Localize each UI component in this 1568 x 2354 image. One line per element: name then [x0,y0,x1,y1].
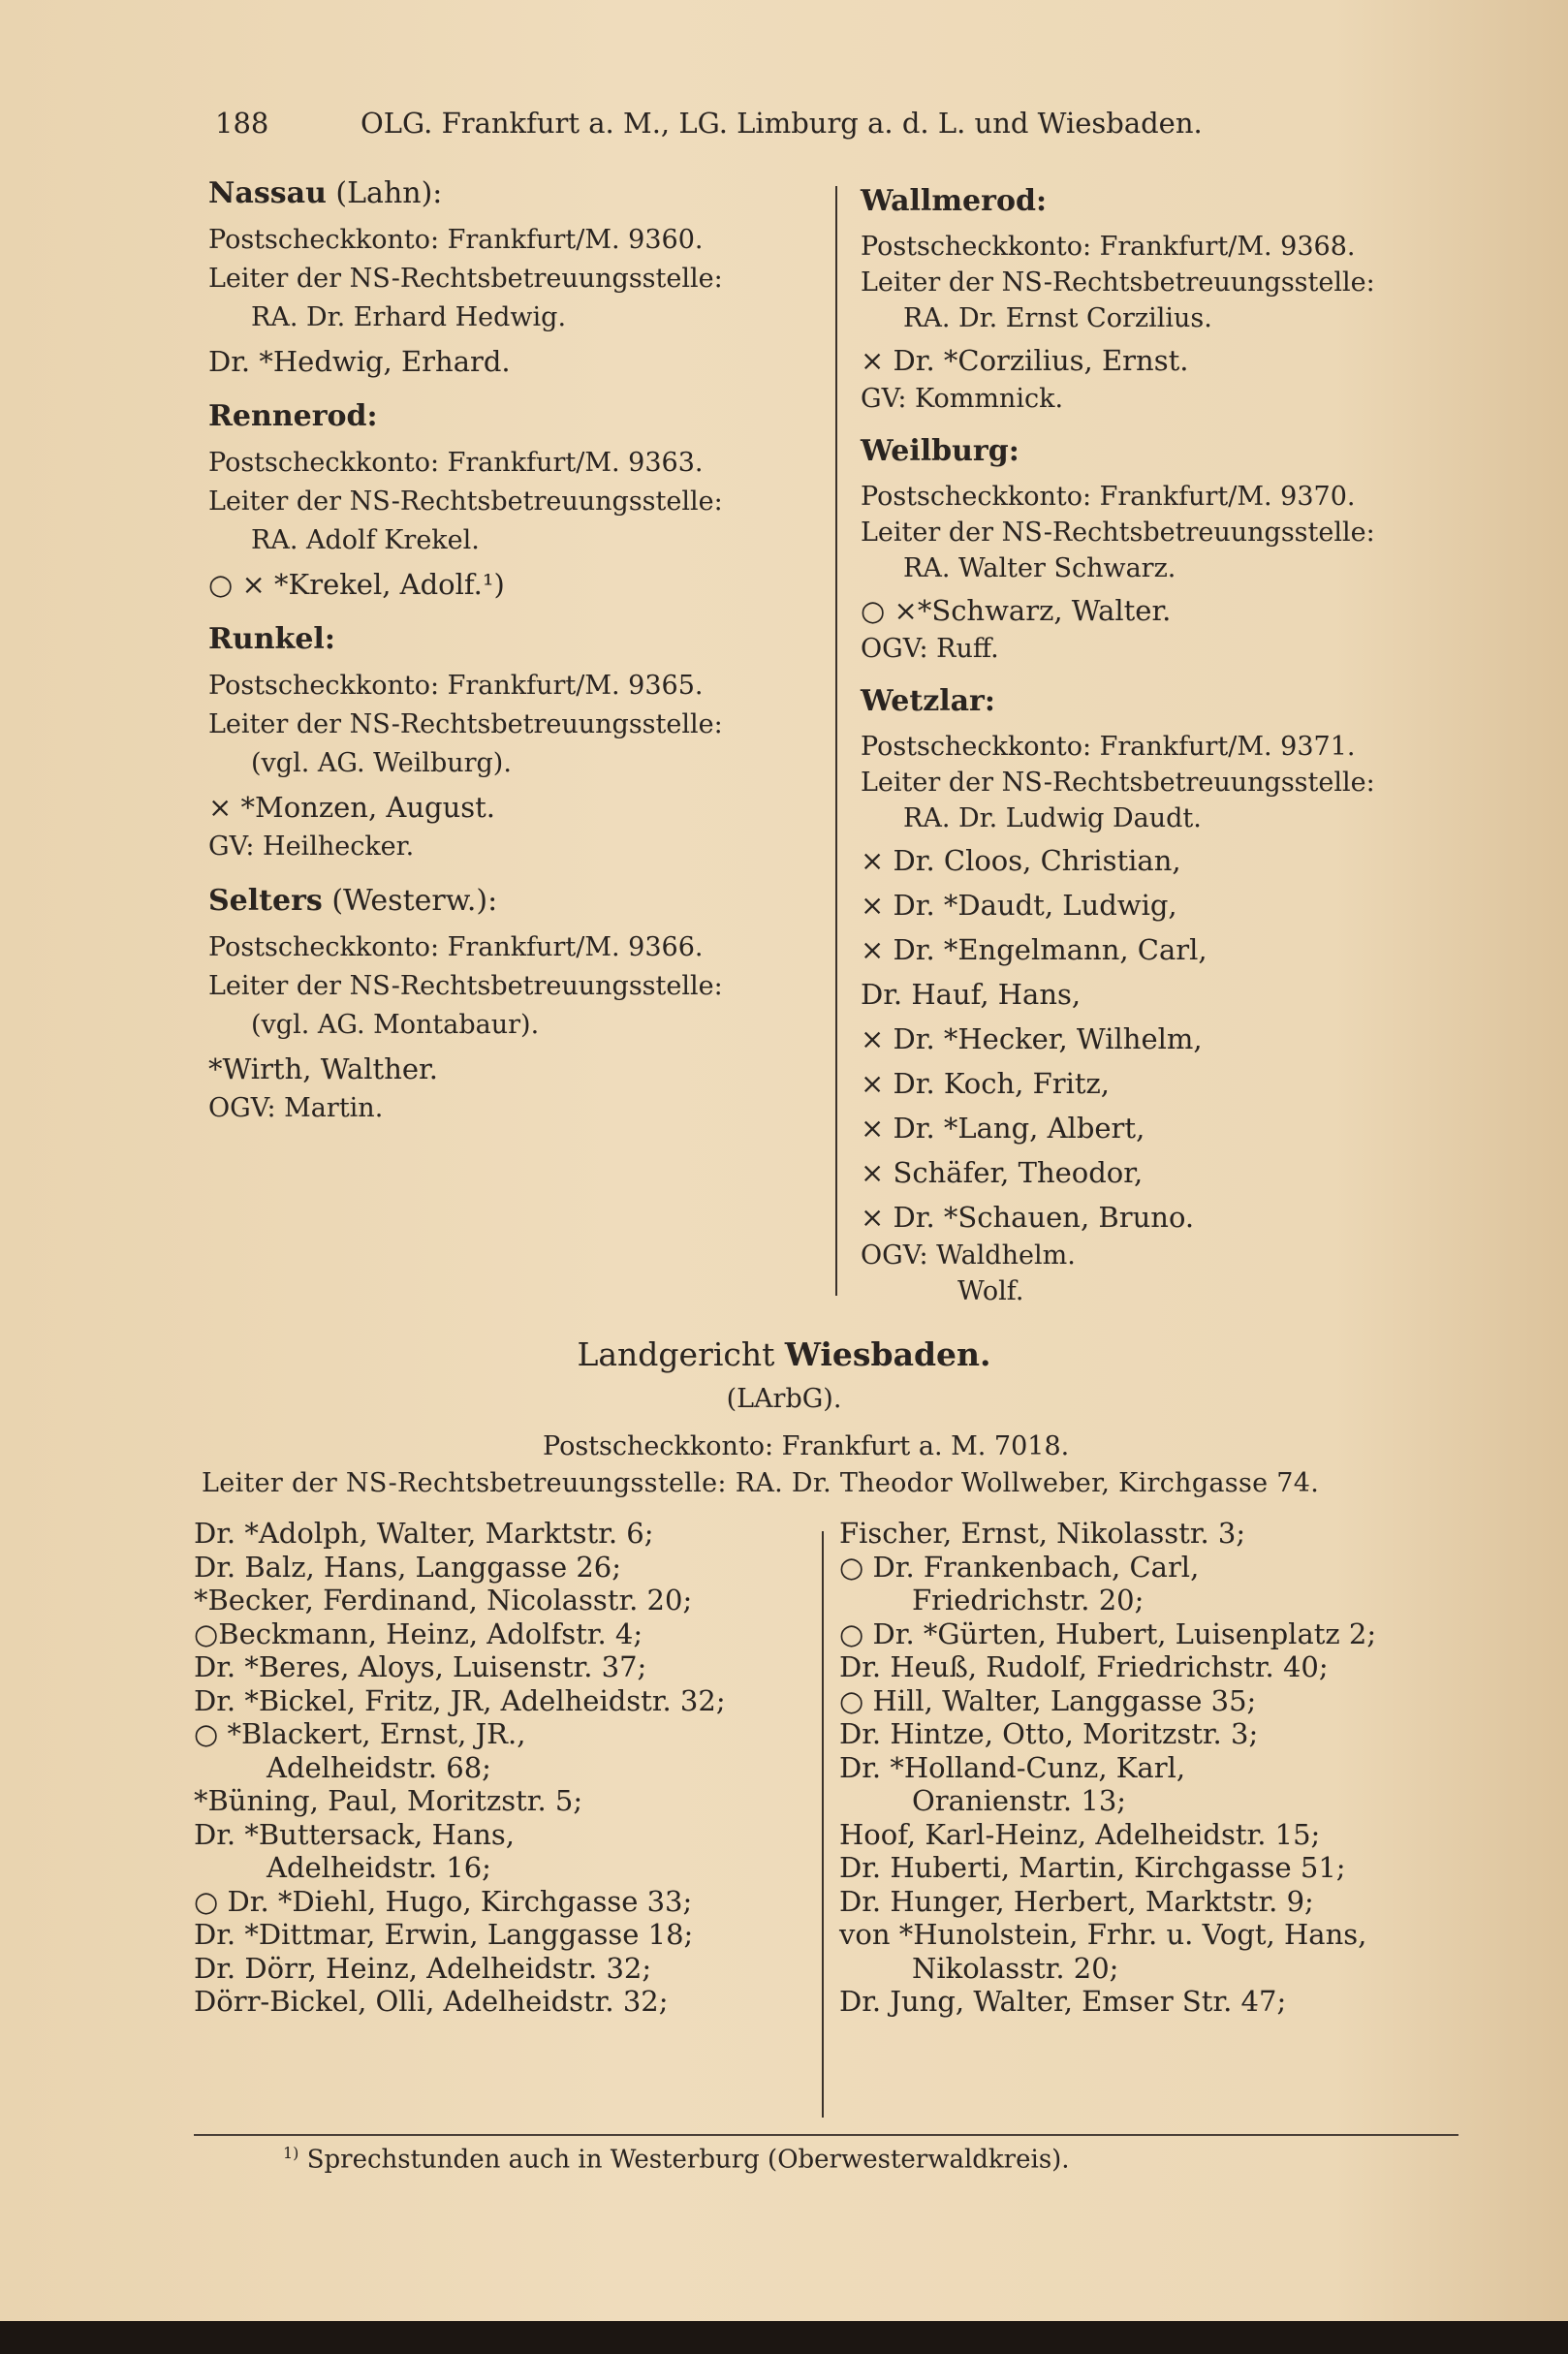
info-line: (vgl. AG. Weilburg). [251,748,512,778]
lawyer-entry: Dr. *Beres, Aloys, Luisenstr. 37; [194,1650,647,1683]
court-section [208,618,819,866]
footnote-rule [194,2134,1458,2136]
info-line: Postscheckkonto: Frankfurt/M. 9368. [861,232,1356,262]
heading-name: Wetzlar: [861,684,995,718]
running-header [215,107,1203,140]
column-divider [835,186,837,1296]
info-line: Postscheckkonto: Frankfurt/M. 9370. [861,482,1356,512]
heading-name: Nassau [208,176,327,210]
info-line: RA. Dr. Erhard Hedwig. [251,302,567,332]
lawyer-entry: × Dr. *Corzilius, Ernst. [861,344,1189,377]
lawyer-entry: Dr. Huberti, Martin, Kirchgasse 51; [839,1851,1346,1884]
postscheck-line: Postscheckkonto: Frankfurt a. M. 7018. [543,1431,1070,1461]
lawyer-entry: *Wirth, Walther. [208,1052,438,1085]
info-line: Leiter der NS-Rechtsbetreuungsstelle: [208,486,723,517]
bailiff-line: OGV: Martin. [208,1093,384,1123]
info-line: (vgl. AG. Montabaur). [251,1010,540,1040]
lawyer-entry: *Becker, Ferdinand, Nicolasstr. 20; [194,1584,693,1616]
heading-suffix: (Lahn): [326,176,443,210]
info-line: RA. Adolf Krekel. [251,525,480,555]
lawyer-entry: Dr. Dörr, Heinz, Adelheidstr. 32; [194,1951,652,1985]
lawyer-list-right [839,1517,1376,2019]
footnote-marker: 1) [283,2144,299,2162]
lawyer-entry: Dr. *Buttersack, Hans, [194,1817,515,1851]
court-heading [861,430,1490,473]
bailiff-line: GV: Kommnick. [861,384,1064,414]
heading-suffix: (Westerw.): [322,884,498,918]
lawyer-entry: Adelheidstr. 16; [267,1851,491,1884]
court-heading [208,880,819,923]
title-name: Wiesbaden. [784,1335,991,1373]
info-line: Leiter der NS-Rechtsbetreuungsstelle: [208,264,723,294]
heading-name: Selters [208,884,323,918]
court-section [861,680,1490,1309]
lawyer-entry: Dr. *Dittmar, Erwin, Langgasse 18; [194,1918,694,1951]
heading-name: Wallmerod: [861,184,1048,218]
lawyer-entry: Dr. *Adolph, Walter, Marktstr. 6; [194,1517,654,1550]
lawyer-entry: ○ × *Krekel, Adolf.¹) [208,568,505,601]
info-line: Leiter der NS-Rechtsbetreuungsstelle: [861,267,1375,298]
lawyer-entry: × Dr. *Lang, Albert, [861,1112,1145,1145]
list-divider [822,1531,824,2118]
lawyer-entry: × Dr. Cloos, Christian, [861,844,1181,877]
section-title [0,1335,1568,1373]
lawyer-entry: × Dr. *Hecker, Wilhelm, [861,1022,1203,1055]
heading-name: Runkel: [208,622,335,656]
lawyer-entry: Dr. *Hedwig, Erhard. [208,345,511,378]
info-line: Postscheckkonto: Frankfurt/M. 9360. [208,225,704,255]
lawyer-entry: *Büning, Paul, Moritzstr. 5; [194,1784,583,1817]
lawyer-entry: ○ *Blackert, Ernst, JR., [194,1717,526,1750]
left-column [208,173,819,1142]
court-section [861,430,1490,667]
info-line: Leiter der NS-Rechtsbetreuungsstelle: [861,518,1375,548]
info-line: Leiter der NS-Rechtsbetreuungsstelle: [208,971,723,1001]
running-title: OLG. Frankfurt a. M., LG. Limburg a. d. L. und Wiesbaden. [361,107,1203,140]
heading-name: Rennerod: [208,399,378,433]
lawyer-entry: Dr. Balz, Hans, Langgasse 26; [194,1550,621,1584]
footnote [283,2144,1070,2175]
court-heading [208,173,819,215]
lawyer-entry: × Dr. *Engelmann, Carl, [861,933,1207,966]
bailiff-line: Wolf. [957,1276,1024,1306]
section-subtitle: (LArbG). [726,1384,842,1414]
leiter-line: Leiter der NS-Rechtsbetreuungsstelle: RA. Dr. Theodor Wollweber, Kirchgasse 74. [202,1468,1320,1498]
lawyer-entry: Dr. *Holland-Cunz, Karl, [839,1750,1186,1784]
lawyer-entry: Dr. Jung, Walter, Emser Str. 47; [839,1985,1287,2018]
page-number: 188 [215,107,269,140]
lawyer-entry: Adelheidstr. 68; [267,1750,491,1784]
court-section [208,173,819,382]
info-line: RA. Walter Schwarz. [903,553,1176,583]
lawyer-entry: ○Beckmann, Heinz, Adolfstr. 4; [194,1616,643,1650]
lawyer-entry: Oranienstr. 13; [912,1784,1127,1817]
lawyer-entry: × Dr. *Daudt, Ludwig, [861,889,1177,922]
court-heading [861,680,1490,723]
info-line: Postscheckkonto: Frankfurt/M. 9363. [208,448,704,478]
lawyer-entry: Fischer, Ernst, Nikolasstr. 3; [839,1517,1246,1550]
lawyer-entry: Dr. Hintze, Otto, Moritzstr. 3; [839,1717,1259,1750]
info-line: Postscheckkonto: Frankfurt/M. 9371. [861,732,1356,762]
bailiff-line: OGV: Waldhelm. [861,1240,1076,1271]
footnote-text: Sprechstunden auch in Westerburg (Oberwesterwaldkreis). [306,2145,1070,2175]
scan-edge [0,2321,1568,2354]
lawyer-entry: × Schäfer, Theodor, [861,1156,1144,1189]
info-line: Leiter der NS-Rechtsbetreuungsstelle: [208,709,723,739]
court-heading [861,180,1490,223]
info-line: RA. Dr. Ernst Corzilius. [903,303,1212,333]
lawyer-entry: Dörr-Bickel, Olli, Adelheidstr. 32; [194,1985,669,2018]
lawyer-entry: ○ ×*Schwarz, Walter. [861,594,1172,627]
lawyer-entry: ○ Dr. *Diehl, Hugo, Kirchgasse 33; [194,1884,693,1918]
lawyer-entry: ○ Dr. *Gürten, Hubert, Luisenplatz 2; [839,1616,1377,1650]
court-section [208,395,819,605]
title-prefix: Landgericht [577,1335,785,1373]
lawyer-entry: von *Hunolstein, Frhr. u. Vogt, Hans, [839,1918,1367,1951]
court-section [861,180,1490,417]
lawyer-entry: Dr. *Bickel, Fritz, JR, Adelheidstr. 32; [194,1683,726,1717]
info-line: Leiter der NS-Rechtsbetreuungsstelle: [861,768,1375,798]
heading-name: Weilburg: [861,434,1019,468]
lawyer-list-left [194,1517,726,2019]
lawyer-entry: Hoof, Karl-Heinz, Adelheidstr. 15; [839,1817,1321,1851]
info-line: RA. Dr. Ludwig Daudt. [903,803,1202,833]
lawyer-entry: Dr. Hauf, Hans, [861,978,1082,1011]
bailiff-line: GV: Heilhecker. [208,832,415,862]
info-line: Postscheckkonto: Frankfurt/M. 9365. [208,671,704,701]
lawyer-entry: ○ Hill, Walter, Langgasse 35; [839,1683,1257,1717]
lawyer-entry: Dr. Heuß, Rudolf, Friedrichstr. 40; [839,1650,1329,1683]
lawyer-entry: Nikolasstr. 20; [912,1951,1119,1985]
lawyer-entry: × Dr. Koch, Fritz, [861,1067,1110,1100]
right-column [861,180,1490,1323]
bailiff-line: OGV: Ruff. [861,634,999,664]
court-heading [208,618,819,661]
info-line: Postscheckkonto: Frankfurt/M. 9366. [208,932,704,962]
court-section [208,880,819,1128]
lawyer-entry: Friedrichstr. 20; [912,1584,1145,1616]
lawyer-entry: × Dr. *Schauen, Bruno. [861,1201,1195,1234]
lawyer-entry: ○ Dr. Frankenbach, Carl, [839,1550,1200,1584]
court-heading [208,395,819,438]
lawyer-entry: × *Monzen, August. [208,791,496,824]
lawyer-entry: Dr. Hunger, Herbert, Marktstr. 9; [839,1884,1314,1918]
